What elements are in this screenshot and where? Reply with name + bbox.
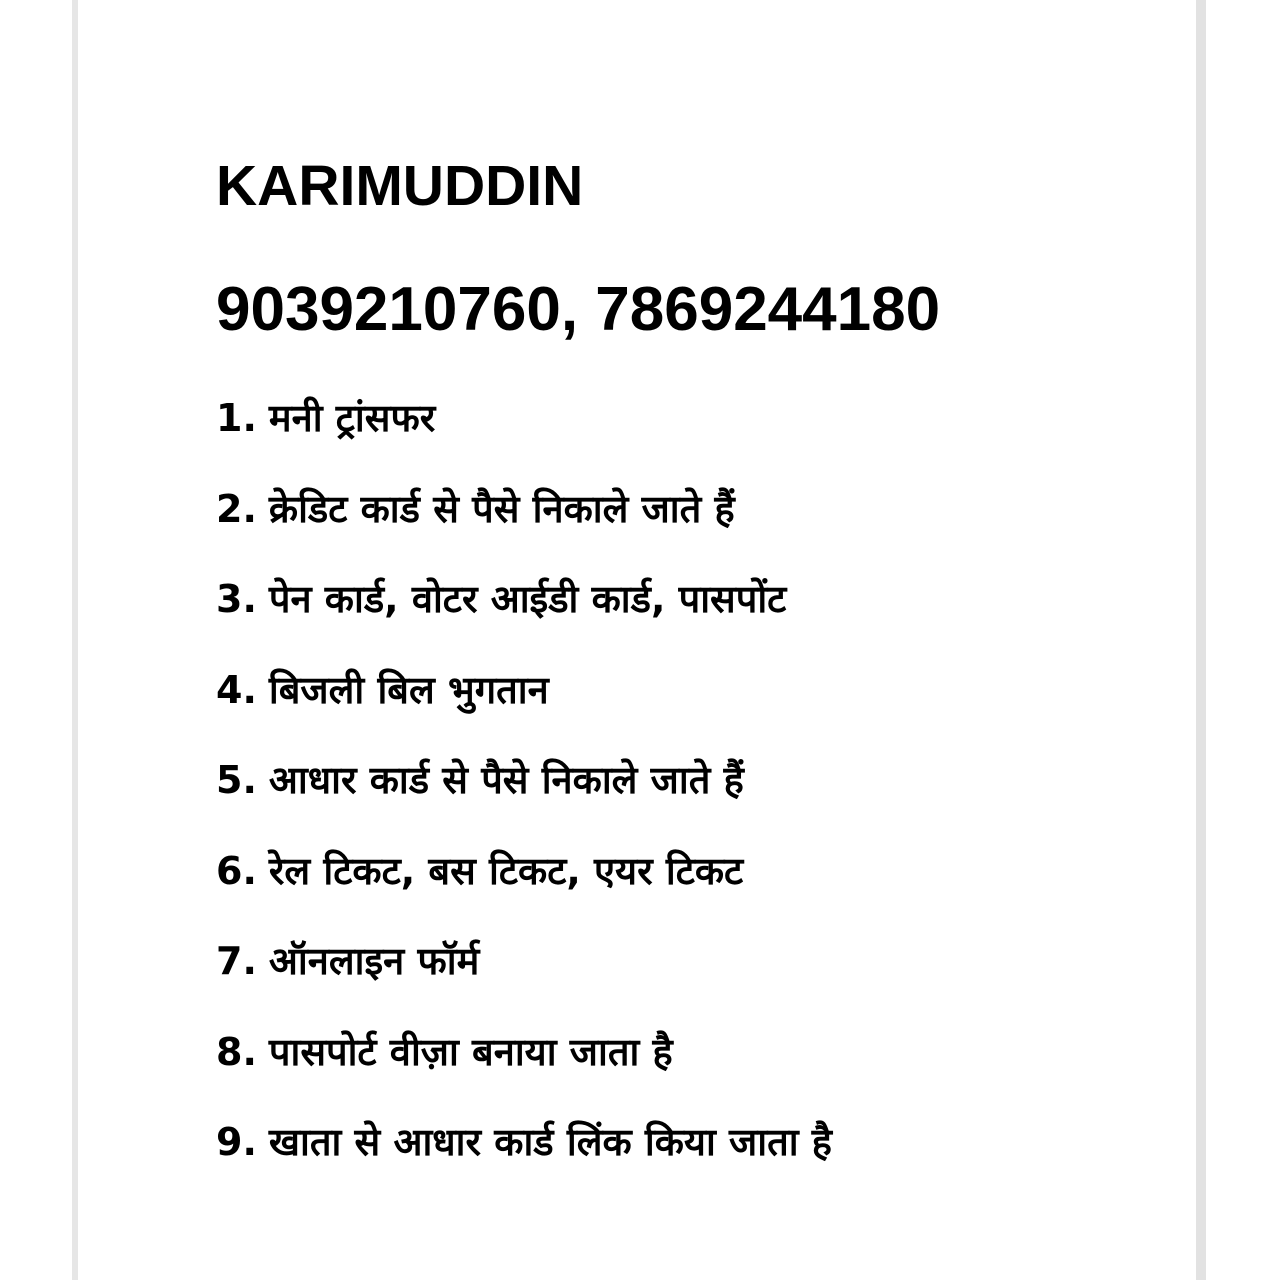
service-number: 3. [216,577,257,621]
phone-numbers: 9039210760, 7869244180 [216,275,941,344]
service-item [216,933,832,1024]
services-list [216,390,832,1205]
service-item [216,481,832,572]
service-item [216,1114,832,1205]
service-text: खाता से आधार कार्ड लिंक किया जाता है [268,1120,832,1164]
service-number: 8. [216,1029,257,1074]
service-text: पासपोर्ट वीज़ा बनाया जाता है [268,1029,673,1074]
service-number: 9. [216,1120,257,1164]
service-text: क्रेडिट कार्ड से पैसे निकाले जाते हैं [268,486,735,531]
service-text: रेल टिकट, बस टिकट, एयर टिकट [268,848,744,893]
service-number: 5. [216,758,257,802]
page-right-edge [1196,0,1206,1280]
service-text: बिजली बिल भुगतान [268,667,549,712]
business-name: KARIMUDDIN [216,154,584,218]
service-number: 1. [216,396,257,440]
service-text: आधार कार्ड से पैसे निकाले जाते हैं [268,758,744,802]
service-item [216,1024,832,1115]
service-text: ऑनलाइन फॉर्म [268,939,480,983]
service-text: पेन कार्ड, वोटर आईडी कार्ड, पासपोंट [268,577,787,621]
service-item [216,390,832,481]
service-number: 2. [216,486,257,531]
service-number: 7. [216,939,257,983]
service-item [216,752,832,843]
service-item [216,843,832,934]
service-number: 6. [216,848,257,893]
service-number: 4. [216,667,257,712]
service-item [216,662,832,753]
service-text: मनी ट्रांसफर [268,396,436,440]
document-page [78,0,1196,1280]
service-item [216,571,832,662]
